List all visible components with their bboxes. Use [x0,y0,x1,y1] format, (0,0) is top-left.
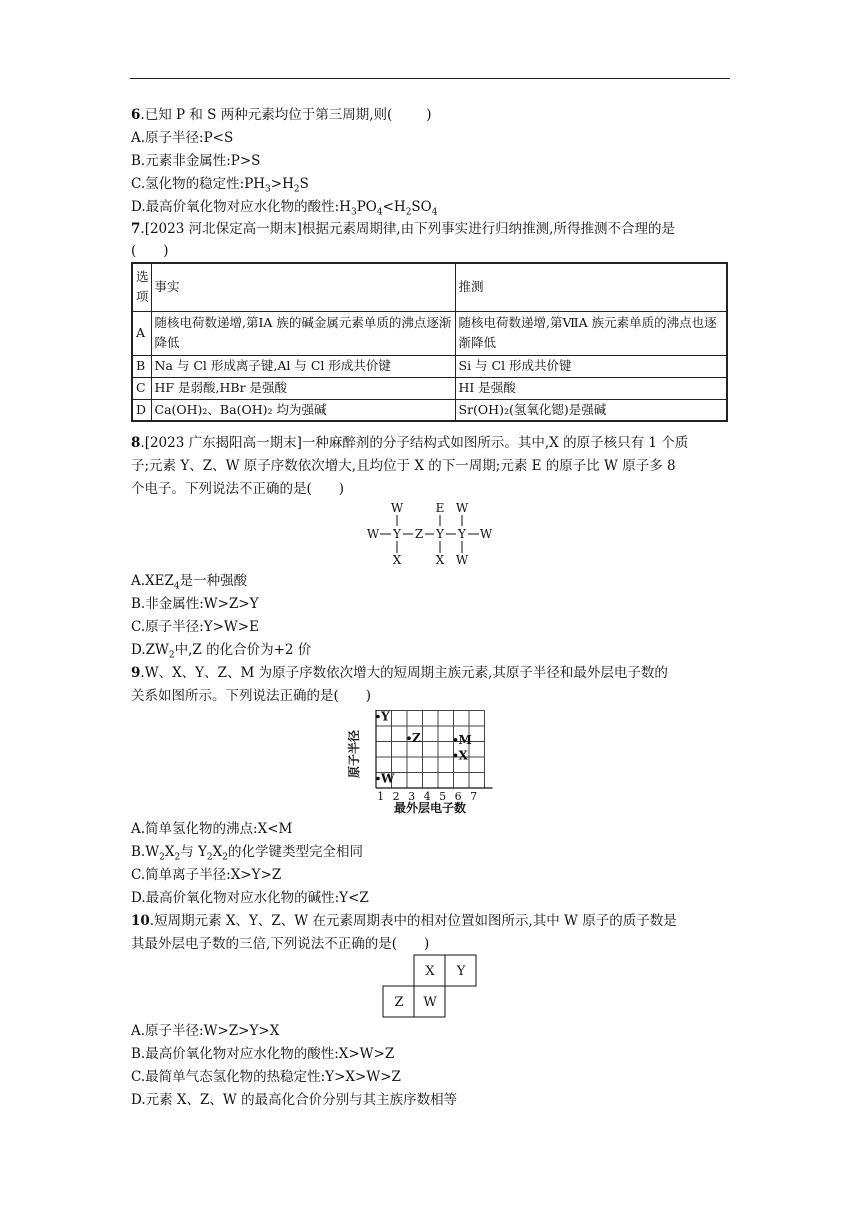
q9-point-label-x: X [458,748,468,763]
q7-row-a-guess: 随核电荷数递增,第ⅦA 族元素单质的沸点也逐渐降低 [455,311,727,355]
q8-option-c: C.原子半径:Y>W>E [131,619,259,635]
struct-w-top2: W [455,501,469,515]
q8-structure-diagram [360,498,500,570]
q6-option-a: A.原子半径:P<S [131,130,234,146]
q9-option-d: D.最高价氧化物对应水化物的碱性:Y<Z [131,890,369,906]
q10-periodic-table-fragment [382,954,478,1018]
cell-x-label: X [425,964,435,979]
q9-point-m [454,738,458,742]
q10-option-c: C.最简单气态氢化物的热稳定性:Y>X>W>Z [131,1069,401,1085]
q9-point-label-m: M [458,732,472,747]
q9-y-axis-label: 原子半径 [347,729,361,779]
q8-option-a: $A.XEZ_4$是一种强酸 [131,573,248,592]
struct-w-top1: W [390,501,404,515]
q7-row-b-option: B [132,355,151,377]
q9-x-tick-label: 2 [392,790,400,803]
q9-x-tick-label: 3 [408,790,416,803]
struct-y2: Y [436,527,444,541]
q6-option-d: D.最高价氧化物对应水化物的酸性$:H_3PO_4<H_2SO_4$ [131,199,438,218]
q7-row-d-option: D [132,399,151,421]
q10-option-a: A.原子半径:W>Z>Y>X [131,1023,280,1039]
struct-w-bottom: W [455,553,469,567]
q9-point-label-z: Z [412,731,421,746]
q8-stem-line3: 个电子。下列说法不正确的是( ) [131,481,345,497]
q8-option-b: B.非金属性:W>Z>Y [131,596,259,612]
q8-stem-line2: 子;元素 Y、Z、W 原子序数依次增大,且均位于 X 的下一周期;元素 E 的原子比 W 原子多 8 [131,458,676,474]
q9-option-c: C.简单离子半径:X>Y>Z [131,867,282,883]
q9-option-b: $B.W_2X_2$与 $Y_2X_2$的化学键类型完全相同 [131,844,363,863]
struct-z: Z [414,527,424,541]
q9-x-tick-label: 5 [439,790,447,803]
q7-row-c-option: C [132,377,151,399]
q8-stem-line1: 8.[2023 广东揭阳高一期末]一种麻醉剂的分子结构式如图所示。其中,X 的原子核只有 1 个质 [131,435,689,451]
q10-option-d: D.元素 X、Z、W 的最高化合价分别与其主族序数相等 [131,1092,458,1108]
q7-table [131,262,728,422]
q9-x-tick-label: 7 [470,790,478,803]
q9-option-a: A.简单氢化物的沸点:X<M [131,821,293,837]
q9-point-w [376,777,380,781]
q7-row-b-fact: Na 与 Cl 形成离子键,Al 与 Cl 形成共价键 [151,355,455,377]
q6-option-c: C.氢化物的稳定性$:PH_3>H_2S$ [131,176,309,195]
q7-header-fact: 事实 [151,263,455,311]
q9-point-y [376,715,380,719]
q6-stem: 6.已知 P 和 S 两种元素均位于第三周期,则( ) [131,107,432,123]
q7-row-b-guess: Si 与 Cl 形成共价键 [455,355,727,377]
q6-option-b: B.元素非金属性:P>S [131,153,261,169]
q9-point-label-y: Y [381,710,390,724]
q7-row-a-fact: 随核电荷数递增,第ⅠA 族的碱金属元素单质的沸点逐渐降低 [151,311,455,355]
struct-e-top: E [435,501,445,515]
q9-point-label-w: W [381,771,395,786]
q9-x-tick-label: 4 [423,790,431,803]
cell-w-label: W [423,995,437,1010]
q7-paren: ( ) [131,243,169,259]
struct-y1: Y [393,527,401,541]
struct-w-right: W [479,527,493,541]
q7-row-d-fact: Ca(OH)₂、Ba(OH)₂ 均为强碱 [151,399,455,421]
q7-row-a-option: A [132,311,151,355]
struct-w-left: W [366,527,380,541]
q9-x-tick-label: 6 [454,790,462,803]
q9-x-tick-label: 1 [377,790,385,803]
q7-stem: 7.[2023 河北保定高一期末]根据元素周期律,由下列事实进行归纳推测,所得推测不合理的是 [131,221,675,237]
q9-scatter-chart [346,710,506,818]
q7-row-d-guess: Sr(OH)₂(氢氧化锶)是强碱 [455,399,727,421]
q9-point-z [407,736,411,740]
header-rule [130,78,730,79]
q10-option-b: B.最高价氧化物对应水化物的酸性:X>W>Z [131,1046,395,1062]
struct-y3: Y [458,527,466,541]
q9-stem-line2: 关系如图所示。下列说法正确的是( ) [131,688,372,704]
q7-header-guess: 推测 [455,263,727,311]
cell-z-label: Z [394,995,404,1010]
q10-stem-line2: 其最外层电子数的三倍,下列说法不正确的是( ) [131,936,430,952]
q7-header-option: 选项 [132,263,151,311]
q9-point-x [454,753,458,757]
q9-stem-line1: 9.W、X、Y、Z、M 为原子序数依次增大的短周期主族元素,其原子半径和最外层电子数的 [131,665,668,681]
cell-y-label: Y [456,964,466,979]
q7-row-c-guess: HI 是强酸 [455,377,727,399]
q10-stem-line1: 10.短周期元素 X、Y、Z、W 在元素周期表中的相对位置如图所示,其中 W 原子的质子数是 [131,913,677,929]
struct-x-bottom1: X [392,553,402,567]
q9-x-axis-label: 最外层电子数 [393,801,467,815]
q9-points [376,710,472,786]
struct-x-bottom2: X [435,553,445,567]
q7-row-c-fact: HF 是弱酸,HBr 是强酸 [151,377,455,399]
q8-option-d: $D.ZW_2$中,Z 的化合价为+2 价 [131,642,312,661]
